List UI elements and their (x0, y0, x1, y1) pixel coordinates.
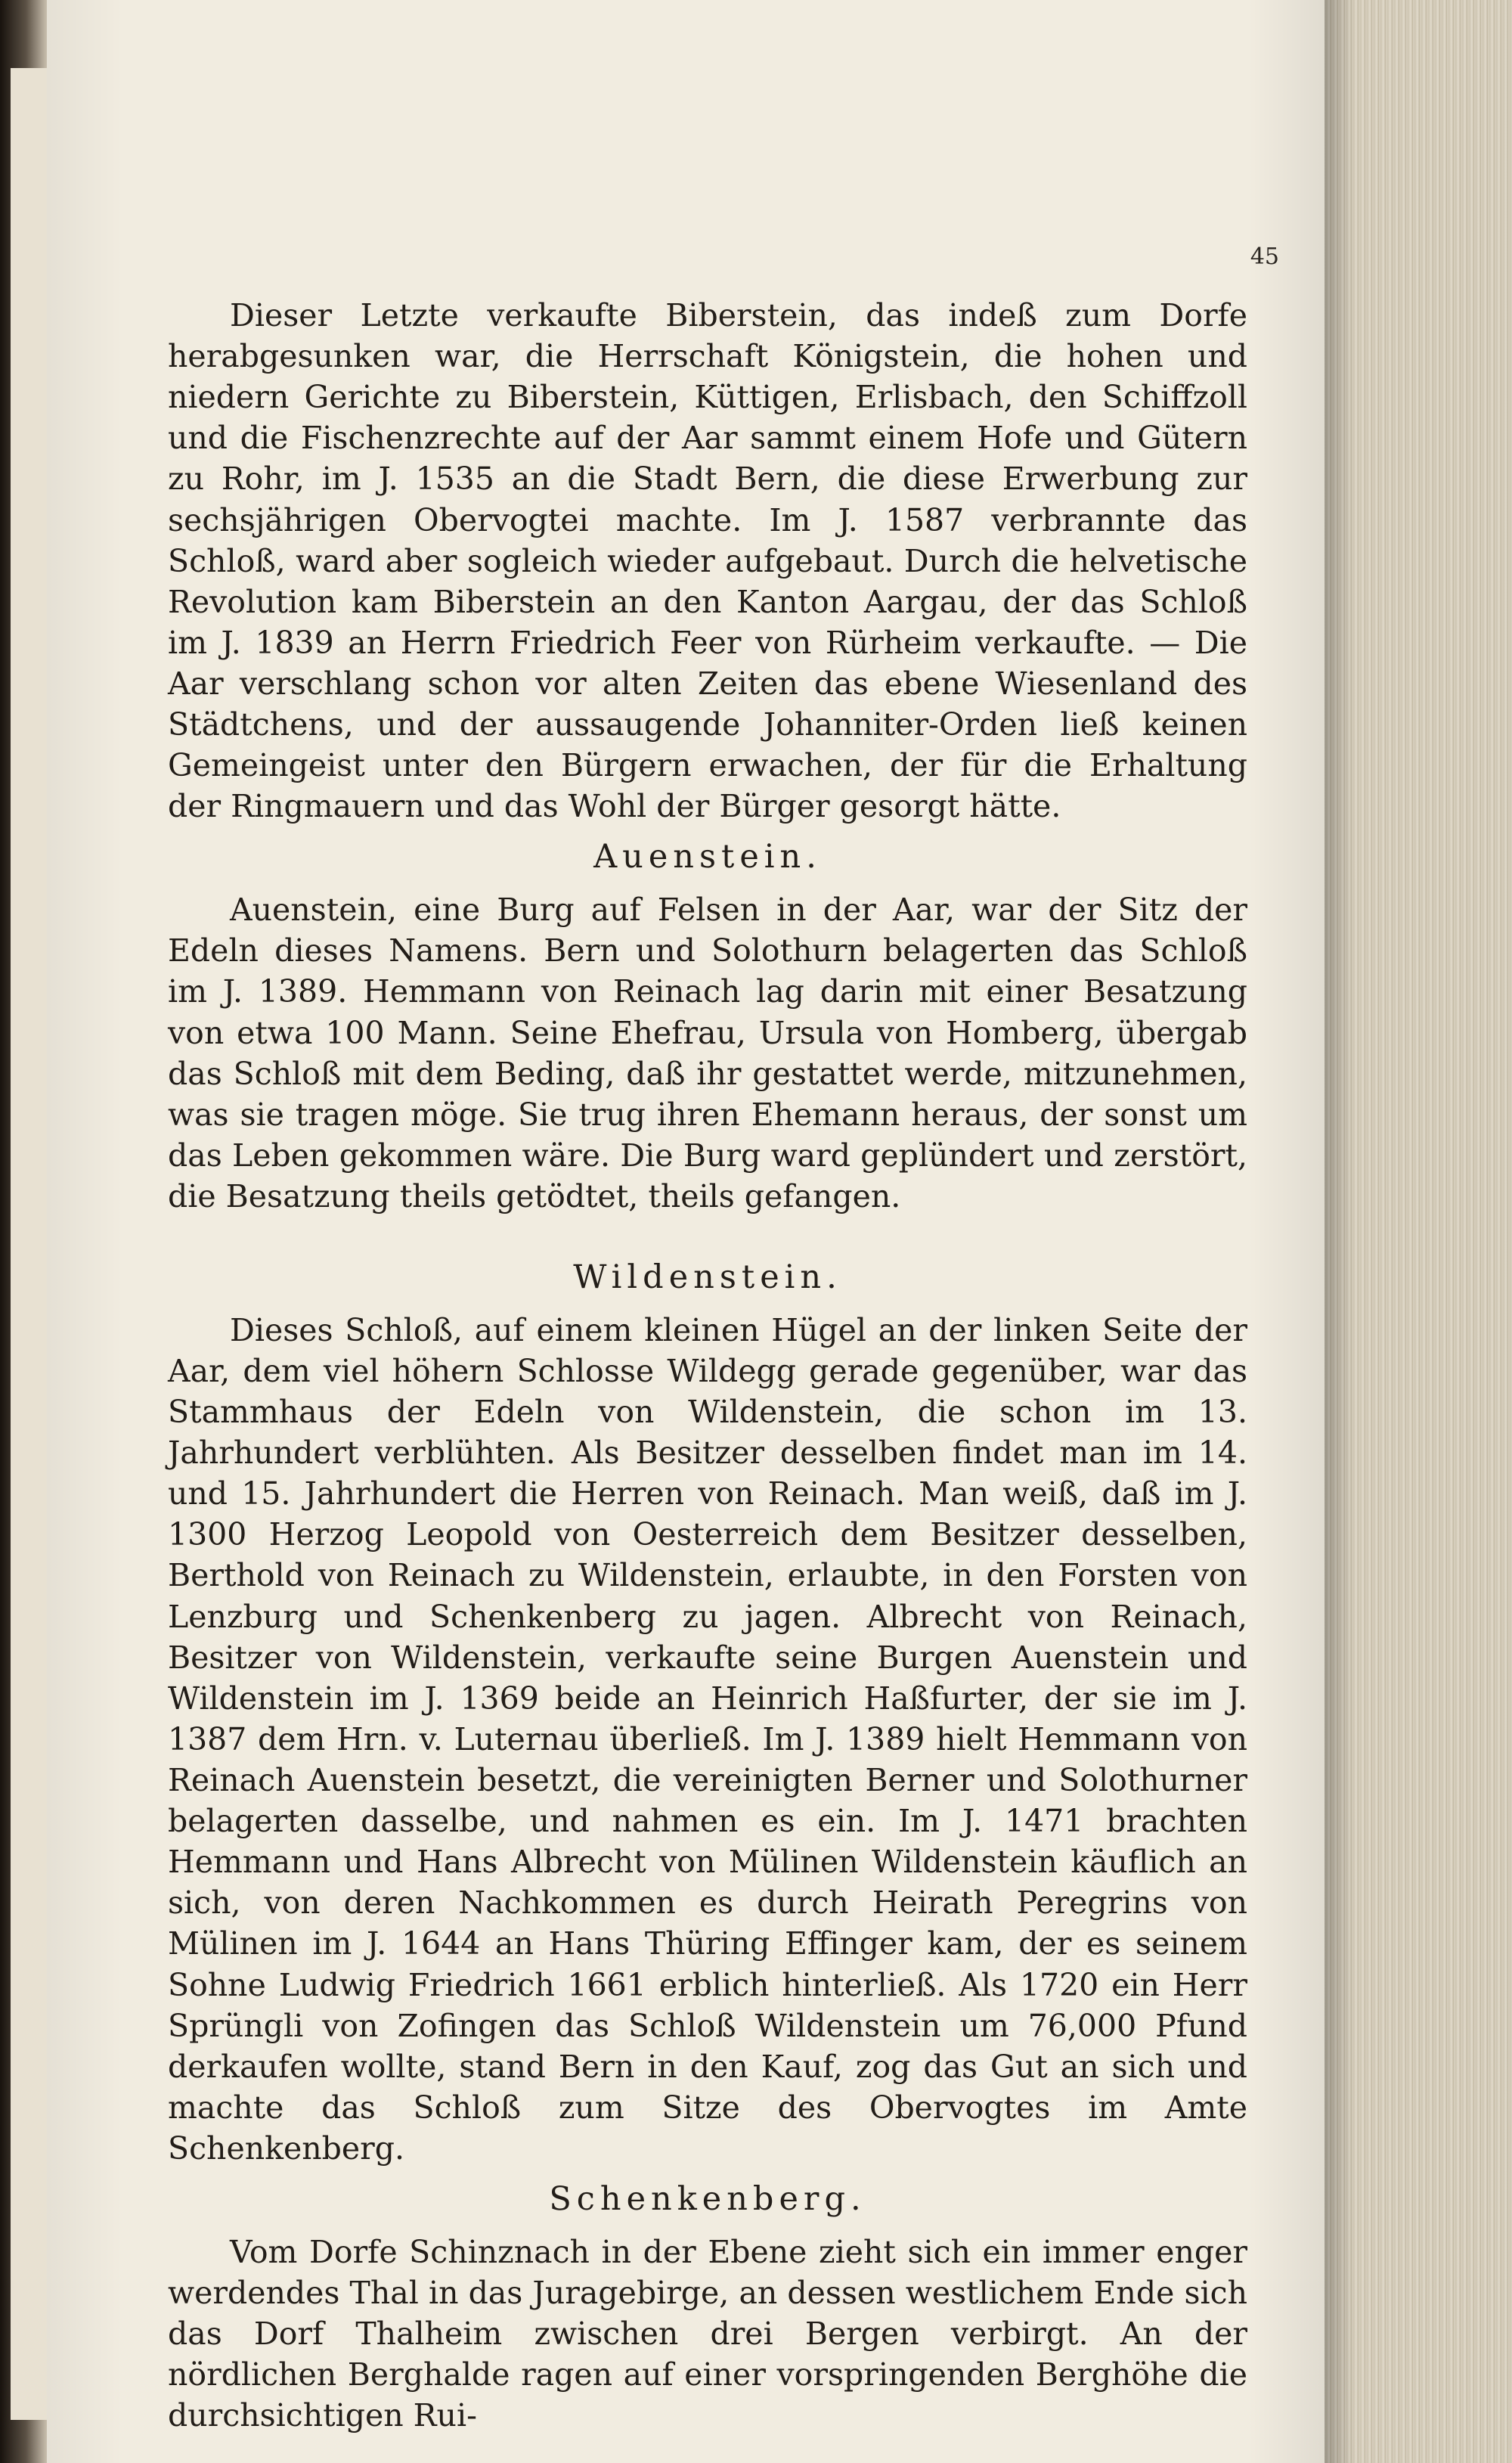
paragraph-auenstein: Auenstein, eine Burg auf Felsen in der Aar, war der Sitz der Edeln dieses Namens. Bern und Solothurn belagerten das Schloß im J. 1389. Hemmann von Reinach lag darin mit einer Besatzung von etwa 100 Mann. Seine Ehefrau, Ursula von Homberg, übergab das Schloß mit dem Beding, daß ihr gestattet werde, mitzunehmen, was sie tragen möge. Sie trug ihren Ehemann heraus, der sonst um das Leben gekommen wäre. Die Burg ward geplündert und zerstört, die Besatzung theils getödtet, theils gefangen. (168, 892, 1247, 1214)
stacked-page-edges (1325, 0, 1512, 2463)
section-heading-auenstein: Auenstein. (593, 838, 822, 876)
section-heading-schenkenberg: Schenkenberg. (549, 2180, 866, 2219)
section-heading-wildenstein: Wildenstein. (573, 1258, 842, 1297)
paragraph-schenkenberg: Vom Dorfe Schinznach in der Ebene zieht sich ein immer enger werdendes Thal in das Juragebirge, an dessen westlichem Ende sich das Dorf Thalheim zwischen drei Bergen verbirgt. An der nördlichen Berghalde ragen auf einer vorspringenden Berghöhe die durchsichtigen Rui- (168, 2233, 1247, 2434)
page-text (168, 295, 1247, 2436)
paragraph-wildenstein: Dieses Schloß, auf einem kleinen Hügel an der linken Seite der Aar, dem viel höhern Schlosse Wildegg gerade gegenüber, war das Stammhaus der Edeln von Wildenstein, die schon im 13. Jahrhundert verblühten. Als Besitzer desselben findet man im 14. und 15. Jahrhundert die Herren von Reinach. Man weiß, daß im J. 1300 Herzog Leopold von Oesterreich dem Besitzer desselben, Berthold von Reinach zu Wildenstein, erlaubte, in den Forsten von Lenzburg und Schenkenberg zu jagen. Albrecht von Reinach, Besitzer von Wildenstein, verkaufte seine Burgen Auenstein und Wildenstein im J. 1369 beide an Heinrich Haßfurter, der sie im J. 1387 dem Hrn. v. Luternau überließ. Im J. 1389 hielt Hemmann von Reinach Auenstein besetzt, die vereinigten Berner und Solothurner belagerten dasselbe, und nahmen es ein. Im J. 1471 brachten Hemmann und Hans Albrecht von Mülinen Wildenstein käuflich an sich, von deren Nachkommen es durch Heirath Peregrins von Mülinen im J. 1644 an Hans Thüring Effinger kam, der es seinem Sohne Ludwig Friedrich 1661 erblich hinterließ. Als 1720 ein Herr Sprüngli von Zofingen das Schloß Wildenstein um 76,000 Pfund derkaufen wollte, stand Bern in den Kauf, zog das Gut an sich und machte das Schloß zum Sitze des Obervogtes im Amte Schenkenberg. (168, 1311, 1247, 2167)
page-edge-shadow (1325, 0, 1355, 2463)
page-number: 45 (1250, 244, 1279, 270)
paragraph-biberstein: Dieser Letzte verkaufte Biberstein, das indeß zum Dorfe herabgesunken war, die Herrschaft Königstein, die hohen und niedern Gerichte zu Biberstein, Küttigen, Erlisbach, den Schiffzoll und die Fischenzrechte auf der Aar sammt einem Hofe und Gütern zu Rohr, im J. 1535 an die Stadt Bern, die diese Erwerbung zur sechsjährigen Obervogtei machte. Im J. 1587 verbrannte das Schloß, ward aber sogleich wieder aufgebaut. Durch die helvetische Revolution kam Biberstein an den Kanton Aargau, der das Schloß im J. 1839 an Herrn Friedrich Feer von Rürheim verkaufte. — Die Aar verschlang schon vor alten Zeiten das ebene Wiesenland des Städtchens, und der aussaugende Johanniter-Orden ließ keinen Gemeingeist unter den Bürgern erwachen, der für die Erhaltung der Ringmauern und das Wohl der Bürger gesorgt hätte. (168, 297, 1247, 825)
facing-page-edge (11, 68, 47, 2420)
book-page (47, 0, 1325, 2463)
